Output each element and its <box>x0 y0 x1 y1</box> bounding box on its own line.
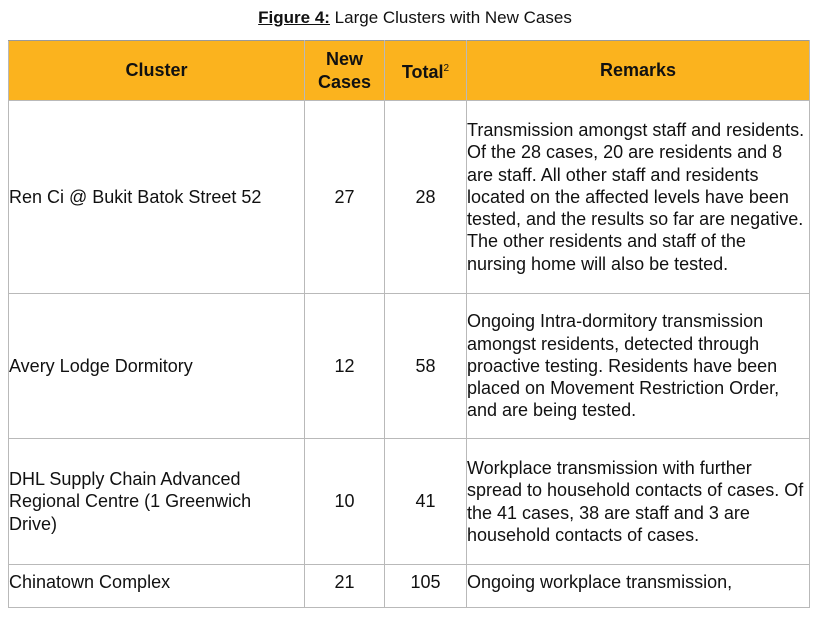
header-remarks: Remarks <box>467 41 810 101</box>
figure-label: Figure 4: <box>258 8 330 27</box>
header-cluster: Cluster <box>9 41 305 101</box>
table-header-row <box>9 41 810 101</box>
table-row <box>9 439 810 565</box>
total-value: 41 <box>385 439 467 565</box>
header-total <box>385 41 467 101</box>
header-total-footnote: 2 <box>443 62 450 74</box>
cluster-name: Chinatown Complex <box>9 565 305 608</box>
table-row <box>9 565 810 608</box>
total-value: 105 <box>385 565 467 608</box>
figure-caption <box>0 7 830 29</box>
new-cases-value: 21 <box>305 565 385 608</box>
cluster-name: Ren Ci @ Bukit Batok Street 52 <box>9 101 305 294</box>
new-cases-value: 12 <box>305 294 385 439</box>
remarks-text: Workplace transmission with further spread to household contacts of cases. Of the 41 cases, 38 are staff and 3 are household contacts of cases. <box>467 439 810 565</box>
total-value: 58 <box>385 294 467 439</box>
clusters-table <box>8 40 810 608</box>
table-row <box>9 294 810 439</box>
total-value: 28 <box>385 101 467 294</box>
cluster-name: Avery Lodge Dormitory <box>9 294 305 439</box>
cluster-name: DHL Supply Chain Advanced Regional Centre (1 Greenwich Drive) <box>9 439 305 565</box>
new-cases-value: 27 <box>305 101 385 294</box>
header-total-label: Total <box>401 61 444 82</box>
remarks-text: Ongoing Intra-dormitory transmission amongst residents, detected through proactive testing. Residents have been placed on Movement Restriction Order, and are being tested. <box>467 294 810 439</box>
header-new-cases: New Cases <box>305 41 385 101</box>
new-cases-value: 10 <box>305 439 385 565</box>
table-row <box>9 101 810 294</box>
figure-title: Large Clusters with New Cases <box>329 8 572 27</box>
remarks-text: Transmission amongst staff and residents. Of the 28 cases, 20 are residents and 8 are staff. All other staff and residents located on the affected levels have been tested, and the results so far are negative. The other residents and staff of the nursing home will also be tested. <box>467 101 810 294</box>
remarks-text: Ongoing workplace transmission, <box>467 565 810 608</box>
